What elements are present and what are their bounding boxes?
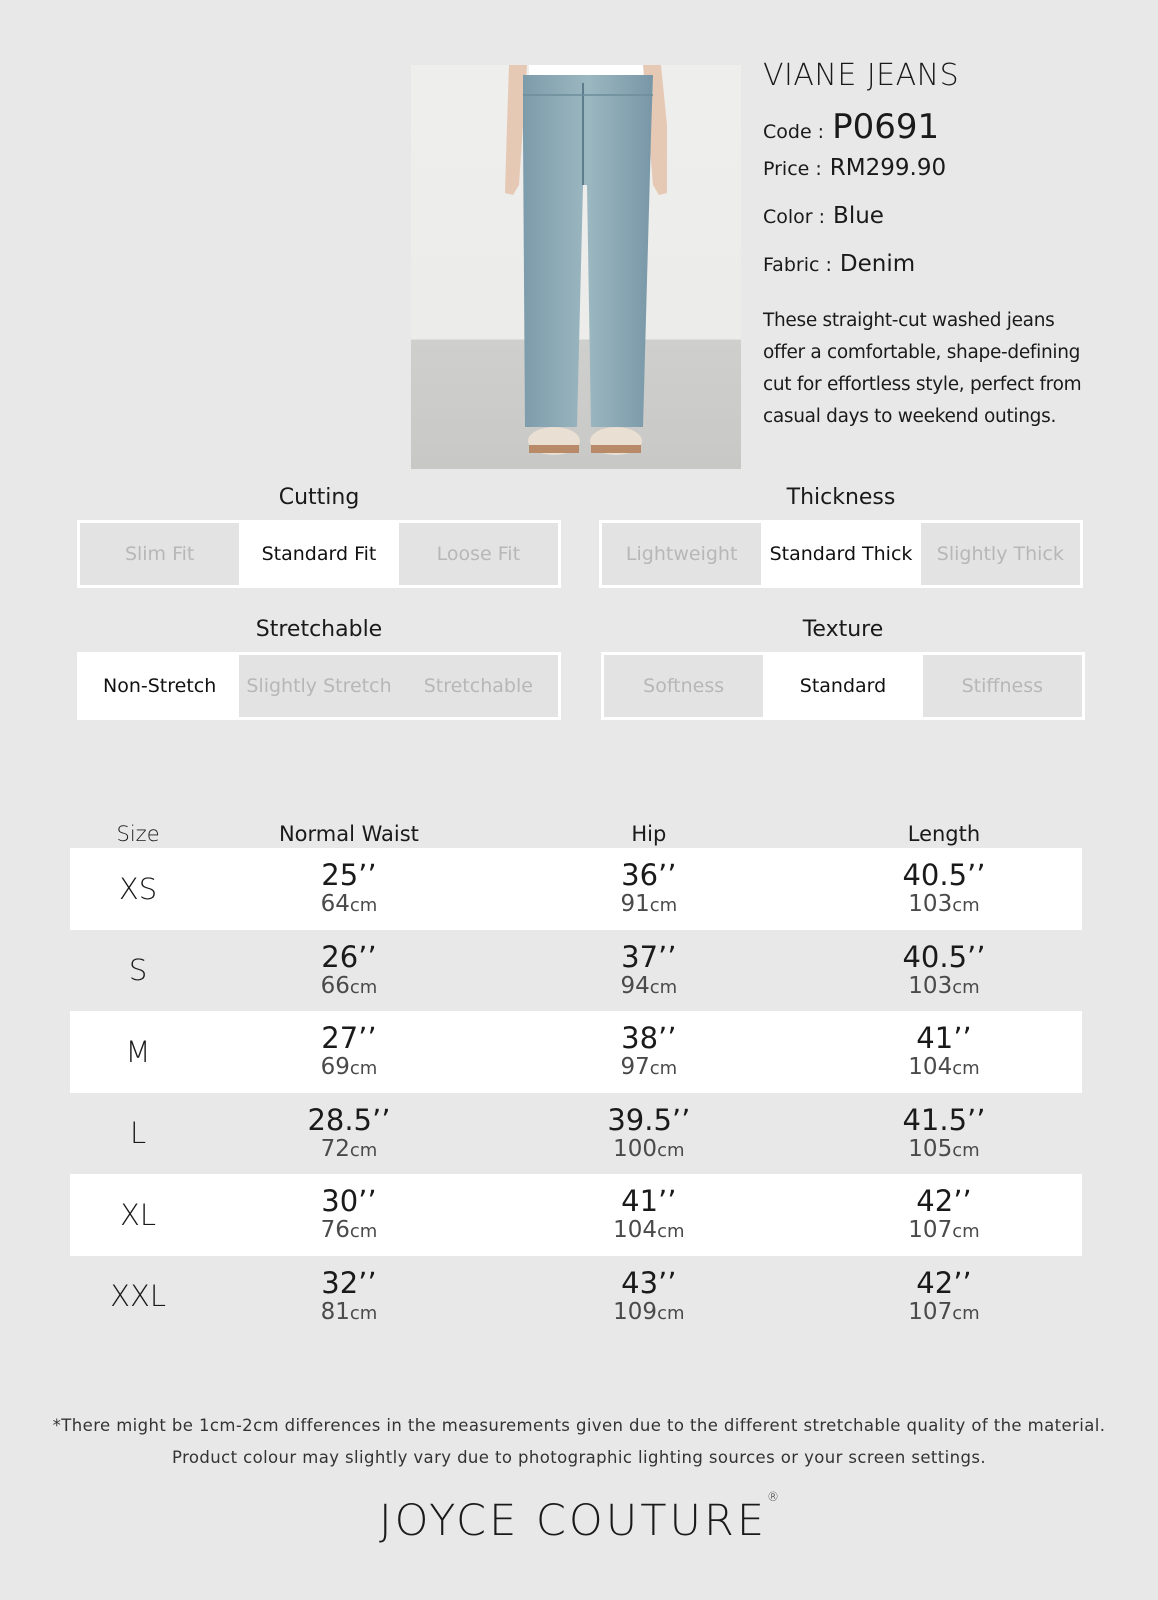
length-cm-group xyxy=(908,972,980,999)
unit-cm: cm xyxy=(952,1139,980,1161)
fabric-value: Denim xyxy=(839,251,916,277)
size-label: XXL xyxy=(110,1279,167,1314)
disclaimer-line-2: Product colour may slightly vary due to photographic lighting sources or your screen settings. xyxy=(172,1448,986,1467)
header-length: Length xyxy=(907,822,981,846)
size-label: S xyxy=(128,953,148,988)
segmented-control xyxy=(599,520,1083,588)
hip-cm-group xyxy=(620,893,677,916)
table-row xyxy=(70,1174,1082,1256)
header-size: Size xyxy=(116,822,160,846)
waist-cell xyxy=(206,1184,492,1244)
attr-title: Thickness xyxy=(786,485,896,510)
option-stiffness[interactable]: Stiffness xyxy=(961,675,1044,697)
length-cell xyxy=(806,1184,1082,1244)
size-label: XL xyxy=(120,1197,157,1232)
waist-inches: 27’’ xyxy=(321,1021,377,1056)
waist-cell xyxy=(206,1265,492,1325)
waist-cm: 81 xyxy=(320,1298,350,1325)
waist-cm: 76 xyxy=(320,1217,350,1244)
waist-cm: 72 xyxy=(320,1135,350,1162)
hip-inches: 36’’ xyxy=(621,858,677,893)
hip-cell xyxy=(492,858,806,918)
unit-cm: cm xyxy=(349,895,378,917)
waist-cm-group xyxy=(320,1135,378,1162)
unit-cm: cm xyxy=(657,1302,685,1324)
option-loose-fit[interactable]: Loose Fit xyxy=(436,543,521,565)
option-softness[interactable]: Softness xyxy=(643,675,725,697)
length-inches: 42’’ xyxy=(916,1265,972,1300)
hip-inches: 38’’ xyxy=(621,1021,677,1056)
length-cm: 103 xyxy=(908,891,953,918)
length-cell xyxy=(806,1021,1082,1081)
length-inches: 40.5’’ xyxy=(902,939,986,974)
length-cm-group xyxy=(908,1056,979,1079)
table-row xyxy=(70,848,1082,930)
header-waist: Normal Waist xyxy=(278,822,419,846)
unit-cm: cm xyxy=(649,1058,678,1080)
waist-cell xyxy=(206,1102,492,1162)
attr-stretchable xyxy=(77,616,561,720)
length-cm: 107 xyxy=(908,1298,953,1325)
table-row xyxy=(70,1011,1082,1093)
length-cm-group xyxy=(908,893,979,916)
waist-inches: 32’’ xyxy=(321,1265,377,1300)
hip-cell xyxy=(492,1184,806,1244)
hip-cm: 94 xyxy=(620,972,650,999)
waist-inches: 30’’ xyxy=(321,1184,377,1219)
jeans-illustration xyxy=(411,65,741,469)
size-chart-table xyxy=(70,810,1082,1337)
product-name: VIANE JEANS xyxy=(763,58,960,93)
length-cm-group xyxy=(908,1298,980,1325)
unit-cm: cm xyxy=(657,1221,685,1243)
option-standard-thick[interactable]: Standard Thick xyxy=(761,523,920,585)
segmented-control xyxy=(77,520,561,588)
length-cm: 107 xyxy=(908,1217,953,1244)
attr-title: Cutting xyxy=(278,485,360,510)
price-value: RM299.90 xyxy=(829,155,947,181)
size-label: XS xyxy=(118,871,158,906)
unit-cm: cm xyxy=(952,1058,980,1080)
waist-cell xyxy=(206,858,492,918)
unit-cm: cm xyxy=(649,895,678,917)
product-info xyxy=(763,58,1143,433)
unit-cm: cm xyxy=(349,1302,378,1324)
length-cell xyxy=(806,1102,1082,1162)
waist-cm: 66 xyxy=(320,972,350,999)
length-cell xyxy=(806,1265,1082,1325)
table-body xyxy=(70,848,1082,1337)
hip-cell xyxy=(492,1021,806,1081)
option-slightly-stretch[interactable]: Slightly Stretch xyxy=(246,675,392,697)
hip-inches: 43’’ xyxy=(621,1265,677,1300)
waist-cm-group xyxy=(321,1056,378,1079)
unit-cm: cm xyxy=(349,976,378,998)
color-label: Color : xyxy=(763,206,826,228)
option-slim-fit[interactable]: Slim Fit xyxy=(124,543,195,565)
attr-title: Texture xyxy=(802,617,884,642)
option-standard-fit[interactable]: Standard Fit xyxy=(239,523,398,585)
length-cm-group xyxy=(908,1219,979,1242)
unit-cm: cm xyxy=(349,1221,378,1243)
hip-cm-group xyxy=(613,1135,685,1162)
hip-cell xyxy=(492,1265,806,1325)
table-row xyxy=(70,930,1082,1012)
hip-cm: 97 xyxy=(620,1054,650,1081)
attr-texture xyxy=(601,616,1085,720)
waist-cm-group xyxy=(321,893,378,916)
hip-inches: 41’’ xyxy=(621,1184,677,1219)
table-row xyxy=(70,1256,1082,1338)
waist-inches: 26’’ xyxy=(321,939,377,974)
unit-cm: cm xyxy=(952,976,980,998)
segmented-control xyxy=(77,652,561,720)
waist-cell xyxy=(206,1021,492,1081)
code-label: Code : xyxy=(763,121,825,143)
unit-cm: cm xyxy=(649,976,678,998)
waist-cell xyxy=(206,939,492,999)
hip-cm-group xyxy=(613,1219,684,1242)
hip-cm-group xyxy=(620,972,678,999)
fabric-label: Fabric : xyxy=(763,254,832,276)
color-row xyxy=(763,203,1143,251)
hip-cell xyxy=(492,1102,806,1162)
unit-cm: cm xyxy=(349,1058,378,1080)
waist-cm: 64 xyxy=(320,891,350,918)
unit-cm: cm xyxy=(952,895,980,917)
hip-cell xyxy=(492,939,806,999)
option-standard[interactable]: Standard xyxy=(763,655,922,717)
unit-cm: cm xyxy=(952,1221,980,1243)
registered-mark: ® xyxy=(767,1490,780,1504)
length-cm: 103 xyxy=(908,972,953,999)
hip-inches: 37’’ xyxy=(621,939,677,974)
length-cm: 105 xyxy=(908,1135,953,1162)
price-label: Price : xyxy=(763,158,822,180)
price-row xyxy=(763,155,1143,203)
length-inches: 42’’ xyxy=(916,1184,972,1219)
product-code-row xyxy=(763,107,1143,155)
hip-cm: 109 xyxy=(613,1298,658,1325)
brand-name: JOYCE COUTURE xyxy=(378,1496,768,1546)
length-cm: 104 xyxy=(908,1054,953,1081)
length-cell xyxy=(806,939,1082,999)
fabric-row xyxy=(763,251,1143,299)
attr-title: Stretchable xyxy=(255,617,383,642)
size-label: M xyxy=(125,1034,151,1069)
disclaimer-line-1: *There might be 1cm-2cm differences in the measurements given due to the different stretchable quality of the material. xyxy=(52,1416,1106,1435)
waist-inches: 25’’ xyxy=(321,858,377,893)
table-header xyxy=(70,810,1082,848)
hip-cm: 104 xyxy=(613,1217,658,1244)
product-photo xyxy=(411,65,741,469)
size-label: L xyxy=(129,1116,147,1151)
unit-cm: cm xyxy=(952,1302,980,1324)
segmented-control xyxy=(601,652,1085,720)
unit-cm: cm xyxy=(657,1139,685,1161)
hip-cm: 100 xyxy=(613,1135,658,1162)
option-non-stretch[interactable]: Non-Stretch xyxy=(80,655,239,717)
hip-cm-group xyxy=(620,1056,677,1079)
color-value: Blue xyxy=(833,203,884,229)
code-value: P0691 xyxy=(832,107,940,147)
length-inches: 41’’ xyxy=(916,1021,972,1056)
length-cm-group xyxy=(908,1135,980,1162)
hip-inches: 39.5’’ xyxy=(607,1102,691,1137)
length-inches: 41.5’’ xyxy=(902,1102,986,1137)
waist-cm-group xyxy=(320,1298,378,1325)
option-lightweight[interactable]: Lightweight xyxy=(625,543,738,565)
header-hip: Hip xyxy=(631,822,667,846)
waist-inches: 28.5’’ xyxy=(307,1102,391,1137)
hip-cm: 91 xyxy=(620,891,650,918)
table-row xyxy=(70,1093,1082,1175)
product-description: These straight-cut washed jeans offer a comfortable, shape-defining cut for effortless style, perfect from casual days to weekend outings. xyxy=(763,310,1082,427)
length-cell xyxy=(806,858,1082,918)
brand-logo xyxy=(0,1490,1158,1546)
option-stretchable[interactable]: Stretchable xyxy=(423,675,533,697)
waist-cm: 69 xyxy=(320,1054,350,1081)
waist-cm-group xyxy=(321,1219,378,1242)
attr-cutting xyxy=(77,484,561,588)
attr-thickness xyxy=(599,484,1083,588)
waist-cm-group xyxy=(320,972,378,999)
unit-cm: cm xyxy=(349,1139,378,1161)
option-slightly-thick[interactable]: Slightly Thick xyxy=(936,543,1064,565)
hip-cm-group xyxy=(613,1298,685,1325)
length-inches: 40.5’’ xyxy=(902,858,986,893)
